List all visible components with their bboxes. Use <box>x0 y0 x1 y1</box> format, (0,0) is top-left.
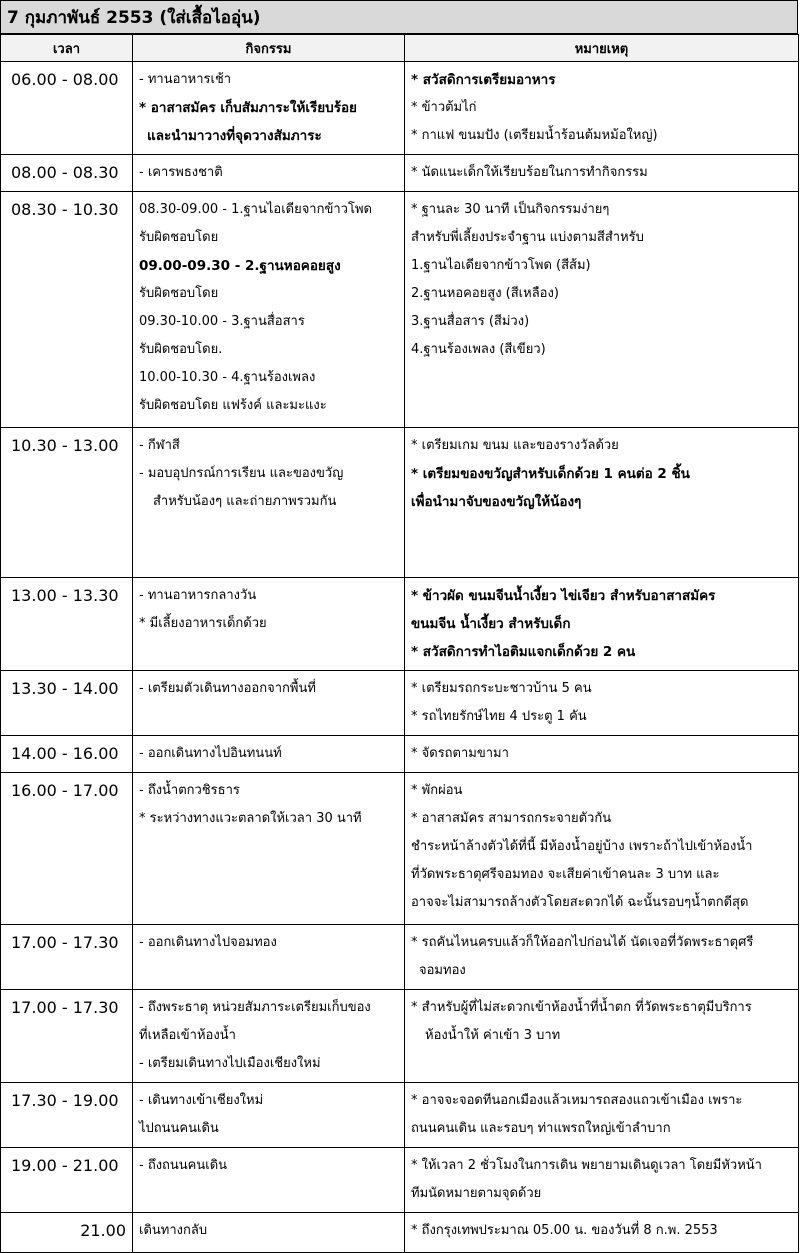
note-line: ชำระหน้าล้างตัวได้ที่นี้ มีห้องน้ำอยู่บ้าง เพราะถ้าไปเข้าห้องน้ำ <box>411 839 753 854</box>
activity-cell <box>133 1213 405 1253</box>
activity-line: - เดินทางเข้าเชียงใหม่ <box>139 1093 264 1108</box>
activity-line: 08.30-09.00 - 1.ฐานไอเดียจากข้าวโพด <box>139 202 372 217</box>
time-cell: 17.30 - 19.00 <box>1 1083 133 1148</box>
activity-cell <box>133 155 405 192</box>
activity-line: ไปถนนคนเดิน <box>139 1121 219 1136</box>
activity-line: * อาสาสมัคร เก็บสัมภาระให้เรียบร้อย <box>139 100 357 116</box>
activity-line: - มอบอุปกรณ์การเรียน และของขวัญ <box>139 466 344 481</box>
activity-line: - เคารพธงชาติ <box>139 165 223 180</box>
note-cell <box>405 671 799 736</box>
note-cell <box>405 925 799 990</box>
note-line: ห้องน้ำให้ ค่าเข้า 3 บาท <box>425 1028 561 1043</box>
note-cell <box>405 62 799 155</box>
note-line: * สำหรับผู้ที่ไม่สะดวกเข้าห้องน้ำที่น้ำตก ที่วัดพระธาตุมีบริการ <box>411 1000 752 1015</box>
note-line: เพื่อนำมาจับของขวัญให้น้องๆ <box>411 494 582 510</box>
activity-cell <box>133 990 405 1083</box>
activity-line: - ถึงพระธาตุ หน่วยสัมภาระเตรียมเก็บของ <box>139 1000 371 1015</box>
activity-line: * มีเลี้ยงอาหารเด็กด้วย <box>139 616 267 631</box>
activity-line: 09.00-09.30 - 2.ฐานหอคอยสูง <box>139 258 341 274</box>
note-line: * เตรียมเกม ขนม และของรางวัลด้วย <box>411 438 619 453</box>
note-line: 3.ฐานสื่อสาร (สีม่วง) <box>411 314 530 329</box>
activity-line: เดินทางกลับ <box>139 1223 208 1238</box>
activity-line: รับผิดชอบโดย <box>139 286 219 301</box>
schedule-row <box>1 428 799 578</box>
note-line: * จัดรถตามขามา <box>411 746 509 761</box>
note-line: * ถึงกรุงเทพประมาณ 05.00 น. ของวันที่ 8 ก.พ. 2553 <box>411 1223 718 1238</box>
time-cell: 13.00 - 13.30 <box>1 578 133 671</box>
note-line: * นัดแนะเด็กให้เรียบร้อยในการทำกิจกรรม <box>411 165 648 180</box>
activity-cell <box>133 428 405 578</box>
header-row <box>1 35 799 62</box>
schedule-row <box>1 578 799 671</box>
note-line: * เตรียมของขวัญสำหรับเด็กด้วย 1 คนต่อ 2 ชิ้น <box>411 466 690 482</box>
schedule-row <box>1 925 799 990</box>
note-line: * พักผ่อน <box>411 783 463 798</box>
activity-line: รับผิดชอบโดย <box>139 230 219 245</box>
activity-line: - ถึงน้ำตกวชิรธาร <box>139 783 240 798</box>
time-cell: 08.00 - 08.30 <box>1 155 133 192</box>
activity-line: - ออกเดินทางไปจอมทอง <box>139 935 277 950</box>
activity-line: รับผิดชอบโดย แฟร้งค์ และมะแงะ <box>139 398 327 413</box>
note-line: อาจจะไม่สามารถล้างตัวโดยสะดวกได้ ฉะนั้นรอบๆน้ำตกดีสุด <box>411 895 749 910</box>
activity-line: ที่เหลือเข้าห้องน้ำ <box>139 1028 236 1043</box>
activity-cell <box>133 773 405 925</box>
activity-cell <box>133 736 405 773</box>
schedule-row <box>1 990 799 1083</box>
note-line: * รถไทยรักษ์ไทย 4 ประตู 1 คัน <box>411 709 587 724</box>
activity-line: 10.00-10.30 - 4.ฐานร้องเพลง <box>139 370 316 385</box>
schedule-row <box>1 192 799 428</box>
note-cell <box>405 1083 799 1148</box>
note-line: * อาสาสมัคร สามารถกระจายตัวกัน <box>411 811 612 826</box>
note-line: * ข้าวต้มไก่ <box>411 100 477 115</box>
activity-line: - เตรียมตัวเดินทางออกจากพื้นที่ <box>139 681 316 696</box>
note-cell <box>405 155 799 192</box>
activity-line: - ทานอาหารเช้า <box>139 72 232 87</box>
time-cell: 08.30 - 10.30 <box>1 192 133 428</box>
schedule-row <box>1 155 799 192</box>
note-line: * ฐานละ 30 นาที เป็นกิจกรรมง่ายๆ <box>411 202 610 217</box>
note-cell <box>405 192 799 428</box>
schedule-row <box>1 1213 799 1253</box>
activity-cell <box>133 1083 405 1148</box>
activity-cell <box>133 925 405 990</box>
note-line: * กาแฟ ขนมปัง (เตรียมน้ำร้อนต้มหม้อใหญ่) <box>411 128 658 143</box>
activity-line: - ถึงถนนคนเดิน <box>139 1158 228 1173</box>
schedule-table <box>0 34 799 1253</box>
time-cell: 17.00 - 17.30 <box>1 990 133 1083</box>
note-cell <box>405 1148 799 1213</box>
note-line: 2.ฐานหอคอยสูง (สีเหลือง) <box>411 286 559 301</box>
note-line: ที่วัดพระธาตุศรีจอมทอง จะเสียค่าเข้าคนละ 3 บาท และ <box>411 867 720 882</box>
schedule-row <box>1 736 799 773</box>
header-note: หมายเหตุ <box>405 35 799 62</box>
activity-line: - ทานอาหารกลางวัน <box>139 588 257 603</box>
note-cell <box>405 428 799 578</box>
schedule-row <box>1 773 799 925</box>
time-cell: 13.30 - 14.00 <box>1 671 133 736</box>
schedule-row <box>1 1148 799 1213</box>
activity-line: - เตรียมเดินทางไปเมืองเชียงใหม่ <box>139 1056 321 1071</box>
note-line: * ให้เวลา 2 ชั่วโมงในการเดิน พยายามเดินดูเวลา โดยมีหัวหน้า <box>411 1158 762 1173</box>
activity-line: และนำมาวางที่จุดวางสัมภาระ <box>147 128 322 144</box>
time-cell: 19.00 - 21.00 <box>1 1148 133 1213</box>
schedule-row <box>1 62 799 155</box>
note-cell <box>405 773 799 925</box>
time-cell: 17.00 - 17.30 <box>1 925 133 990</box>
header-time: เวลา <box>1 35 133 62</box>
schedule-row <box>1 671 799 736</box>
activity-line: สำหรับน้องๆ และถ่ายภาพรวมกัน <box>153 494 337 509</box>
note-line: 1.ฐานไอเดียจากข้าวโพด (สีส้ม) <box>411 258 591 273</box>
activity-cell <box>133 192 405 428</box>
time-cell: 06.00 - 08.00 <box>1 62 133 155</box>
time-cell: 21.00 <box>1 1213 133 1253</box>
schedule-title: 7 กุมภาพันธ์ 2553 (ใส่เสื้อไออุ่น) <box>0 0 798 34</box>
activity-line: - ออกเดินทางไปอินทนนท์ <box>139 746 282 761</box>
activity-line: * ระหว่างทางแวะตลาดให้เวลา 30 นาที <box>139 811 362 826</box>
activity-cell <box>133 671 405 736</box>
note-line: * อาจจะจอดทีนอกเมืองแล้วเหมารถสองแถวเข้าเมือง เพราะ <box>411 1093 743 1108</box>
note-line: สำหรับพี่เลี้ยงประจำฐาน แบ่งตามสีสำหรับ <box>411 230 644 245</box>
activity-line: รับผิดชอบโดย. <box>139 342 223 357</box>
note-line: 4.ฐานร้องเพลง (สีเขียว) <box>411 342 546 357</box>
note-cell <box>405 578 799 671</box>
note-cell <box>405 1213 799 1253</box>
activity-cell <box>133 1148 405 1213</box>
header-activity: กิจกรรม <box>133 35 405 62</box>
note-line: * รถคันไหนครบแล้วก็ให้ออกไปก่อนได้ นัดเจอที่วัดพระธาตุศรี <box>411 935 754 950</box>
activity-line: 09.30-10.00 - 3.ฐานสื่อสาร <box>139 314 305 329</box>
schedule-row <box>1 1083 799 1148</box>
note-cell <box>405 736 799 773</box>
note-line: ขนมจีน น้ำเงี้ยว สำหรับเด็ก <box>411 616 571 632</box>
time-cell: 14.00 - 16.00 <box>1 736 133 773</box>
note-cell <box>405 990 799 1083</box>
note-line: ถนนคนเดิน และรอบๆ ท่าแพรถใหญ่เข้าลำบาก <box>411 1121 671 1136</box>
note-line: * เตรียมรถกระบะชาวบ้าน 5 คน <box>411 681 592 696</box>
note-line: * ข้าวผัด ขนมจีนน้ำเงี้ยว ไข่เจียว สำหรับอาสาสมัคร <box>411 588 716 604</box>
activity-line: - กีฬาสี <box>139 438 180 453</box>
note-line: ทีมนัดหมายตามจุดด้วย <box>411 1186 542 1201</box>
note-line: * สวัสดิการเตรียมอาหาร <box>411 72 556 88</box>
note-line: * สวัสดิการทำไอติมแจกเด็กด้วย 2 คน <box>411 644 636 660</box>
time-cell: 16.00 - 17.00 <box>1 773 133 925</box>
note-line: จอมทอง <box>419 963 466 978</box>
activity-cell <box>133 62 405 155</box>
activity-cell <box>133 578 405 671</box>
time-cell: 10.30 - 13.00 <box>1 428 133 578</box>
